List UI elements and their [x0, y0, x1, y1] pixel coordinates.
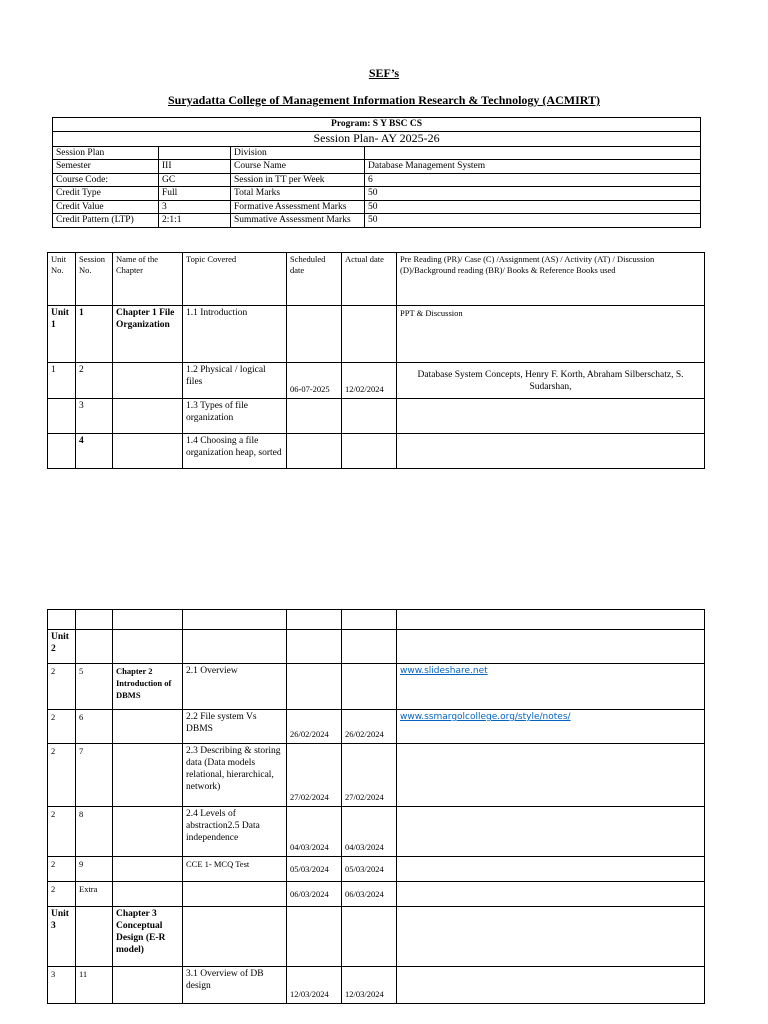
session-table-unit-1 — [47, 252, 705, 469]
chapter-cell — [113, 363, 183, 399]
unit-cell: Unit 1 — [48, 306, 76, 363]
topic-cell: 2.1 Overview — [183, 664, 287, 710]
session-cell: 9 — [76, 857, 113, 882]
unit-cell: 2 — [48, 857, 76, 882]
unit-cell: 2 — [48, 710, 76, 744]
unit-cell: 2 — [48, 744, 76, 807]
scheduled-cell — [287, 630, 342, 664]
reading-cell — [397, 710, 705, 744]
chapter-cell — [113, 610, 183, 630]
scheduled-cell: 12/03/2024 — [287, 967, 342, 1004]
column-header-actual: Actual date — [342, 253, 397, 306]
session-cell — [76, 630, 113, 664]
reading-cell — [397, 630, 705, 664]
actual-cell: 27/02/2024 — [342, 744, 397, 807]
table-row — [48, 857, 705, 882]
org-heading: SEF’s — [368, 66, 400, 80]
table-row — [48, 630, 705, 664]
topic-cell: 1.2 Physical / logical files — [183, 363, 287, 399]
table-row — [48, 882, 705, 907]
topic-cell: 1.1 Introduction — [183, 306, 287, 363]
session-cell: 11 — [76, 967, 113, 1004]
info-key: Credit Value — [53, 200, 159, 214]
actual-cell: 12/03/2024 — [342, 967, 397, 1004]
topic-cell — [183, 610, 287, 630]
info-key: Total Marks — [231, 187, 365, 201]
info-key: Credit Pattern (LTP) — [53, 214, 159, 228]
chapter-cell — [113, 807, 183, 857]
table-row — [48, 306, 705, 363]
column-header-topic: Topic Covered — [183, 253, 287, 306]
info-key: Semester — [53, 160, 159, 174]
slideshare-link[interactable]: www.slideshare.net — [400, 666, 488, 676]
table-row — [48, 710, 705, 744]
unit-cell: 2 — [48, 664, 76, 710]
unit-cell — [48, 610, 76, 630]
chapter-cell: Chapter 1 File Organization — [113, 306, 183, 363]
actual-cell: 26/02/2024 — [342, 710, 397, 744]
topic-cell — [183, 907, 287, 967]
session-cell: 8 — [76, 807, 113, 857]
info-key: Session in TT per Week — [231, 173, 365, 187]
session-cell: 6 — [76, 710, 113, 744]
chapter-cell — [113, 857, 183, 882]
program-label: Program: S Y BSC CS — [53, 118, 701, 132]
unit-cell: 3 — [48, 967, 76, 1004]
session-cell: 4 — [76, 434, 113, 469]
chapter-cell — [113, 399, 183, 434]
unit-cell: Unit 2 — [48, 630, 76, 664]
topic-cell: 2.4 Levels of abstraction2.5 Data independence — [183, 807, 287, 857]
topic-cell: CCE 1- MCQ Test — [183, 857, 287, 882]
chapter-cell: Chapter 2 Introduction of DBMS — [113, 664, 183, 710]
column-header-unit: Unit No. — [48, 253, 76, 306]
info-value: Full — [159, 187, 231, 201]
info-key: Formative Assessment Marks — [231, 200, 365, 214]
chapter-cell — [113, 744, 183, 807]
topic-cell — [183, 630, 287, 664]
table-row — [48, 610, 705, 630]
chapter-cell — [113, 710, 183, 744]
unit-cell — [48, 399, 76, 434]
column-header-reading: Pre Reading (PR)/ Case (C) /Assignment (AS) / Activity (AT) / Discussion (D)/Background reading (BR)/ Books & Reference Books used — [397, 253, 705, 306]
table-row — [48, 664, 705, 710]
table-row — [48, 744, 705, 807]
unit-cell: 1 — [48, 363, 76, 399]
info-value: 50 — [365, 187, 701, 201]
table-row — [48, 807, 705, 857]
actual-cell: 12/02/2024 — [342, 363, 397, 399]
reading-cell — [397, 434, 705, 469]
scheduled-cell: 04/03/2024 — [287, 807, 342, 857]
unit-cell: Unit 3 — [48, 907, 76, 967]
scheduled-cell: 06-07-2025 — [287, 363, 342, 399]
unit-cell: 2 — [48, 807, 76, 857]
reading-cell — [397, 967, 705, 1004]
scheduled-cell — [287, 907, 342, 967]
info-value: III — [159, 160, 231, 174]
column-header-chapter: Name of the Chapter — [113, 253, 183, 306]
table-row — [48, 434, 705, 469]
info-value: 6 — [365, 173, 701, 187]
scheduled-cell: 27/02/2024 — [287, 744, 342, 807]
actual-cell: 06/03/2024 — [342, 882, 397, 907]
reading-cell — [397, 744, 705, 807]
actual-cell — [342, 907, 397, 967]
column-header-scheduled: Scheduled date — [287, 253, 342, 306]
session-cell: 3 — [76, 399, 113, 434]
session-cell: 2 — [76, 363, 113, 399]
session-plan-info-table — [52, 117, 701, 228]
session-cell: Extra — [76, 882, 113, 907]
session-plan-value — [159, 146, 231, 160]
scheduled-cell — [287, 664, 342, 710]
topic-cell: 2.3 Describing & storing data (Data models relational, hierarchical, network) — [183, 744, 287, 807]
info-value: 50 — [365, 214, 701, 228]
info-key: Credit Type — [53, 187, 159, 201]
session-cell — [76, 907, 113, 967]
topic-cell: 1.3 Types of file organization — [183, 399, 287, 434]
unit-cell — [48, 434, 76, 469]
info-value: Database Management System — [365, 160, 701, 174]
session-plan-title: Session Plan- AY 2025-26 — [53, 131, 701, 146]
actual-cell: 05/03/2024 — [342, 857, 397, 882]
division-value — [365, 146, 701, 160]
session-cell: 7 — [76, 744, 113, 807]
actual-cell — [342, 434, 397, 469]
ssmargol-notes-link[interactable]: www.ssmargolcollege.org/style/notes/ — [400, 712, 571, 722]
chapter-cell — [113, 630, 183, 664]
chapter-cell — [113, 434, 183, 469]
actual-cell — [342, 630, 397, 664]
reading-cell — [397, 807, 705, 857]
actual-cell — [342, 664, 397, 710]
session-table-unit-2-3 — [47, 609, 705, 1004]
reading-cell — [397, 399, 705, 434]
scheduled-cell — [287, 306, 342, 363]
scheduled-cell — [287, 610, 342, 630]
topic-cell: 1.4 Choosing a file organization heap, sorted — [183, 434, 287, 469]
topic-cell: 2.2 File system Vs DBMS — [183, 710, 287, 744]
info-key: Course Code: — [53, 173, 159, 187]
info-value: GC — [159, 173, 231, 187]
reading-cell — [397, 664, 705, 710]
unit-cell: 2 — [48, 882, 76, 907]
reading-cell — [397, 907, 705, 967]
college-heading: Suryadatta College of Management Information Research & Technology (ACMIRT) — [168, 93, 600, 107]
chapter-cell — [113, 882, 183, 907]
session-cell — [76, 610, 113, 630]
session-cell: 1 — [76, 306, 113, 363]
topic-cell — [183, 882, 287, 907]
reading-cell: PPT & Discussion — [397, 306, 705, 363]
actual-cell: 04/03/2024 — [342, 807, 397, 857]
actual-cell — [342, 306, 397, 363]
session-plan-label: Session Plan — [53, 146, 159, 160]
info-key: Course Name — [231, 160, 365, 174]
reading-cell — [397, 610, 705, 630]
actual-cell — [342, 610, 397, 630]
reading-cell: Database System Concepts, Henry F. Korth, Abraham Silberschatz, S. Sudarshan, — [397, 363, 705, 399]
scheduled-cell: 06/03/2024 — [287, 882, 342, 907]
info-value: 50 — [365, 200, 701, 214]
scheduled-cell: 26/02/2024 — [287, 710, 342, 744]
table-row — [48, 399, 705, 434]
info-value: 3 — [159, 200, 231, 214]
reading-cell — [397, 882, 705, 907]
table-row — [48, 967, 705, 1004]
column-header-session: Session No. — [76, 253, 113, 306]
scheduled-cell — [287, 434, 342, 469]
topic-cell: 3.1 Overview of DB design — [183, 967, 287, 1004]
division-label: Division — [231, 146, 365, 160]
table-row — [48, 363, 705, 399]
scheduled-cell — [287, 399, 342, 434]
session-cell: 5 — [76, 664, 113, 710]
actual-cell — [342, 399, 397, 434]
chapter-cell: Chapter 3 Conceptual Design (E-R model) — [113, 907, 183, 967]
info-key: Summative Assessment Marks — [231, 214, 365, 228]
reading-cell — [397, 857, 705, 882]
info-value: 2:1:1 — [159, 214, 231, 228]
table-row — [48, 907, 705, 967]
chapter-cell — [113, 967, 183, 1004]
scheduled-cell: 05/03/2024 — [287, 857, 342, 882]
